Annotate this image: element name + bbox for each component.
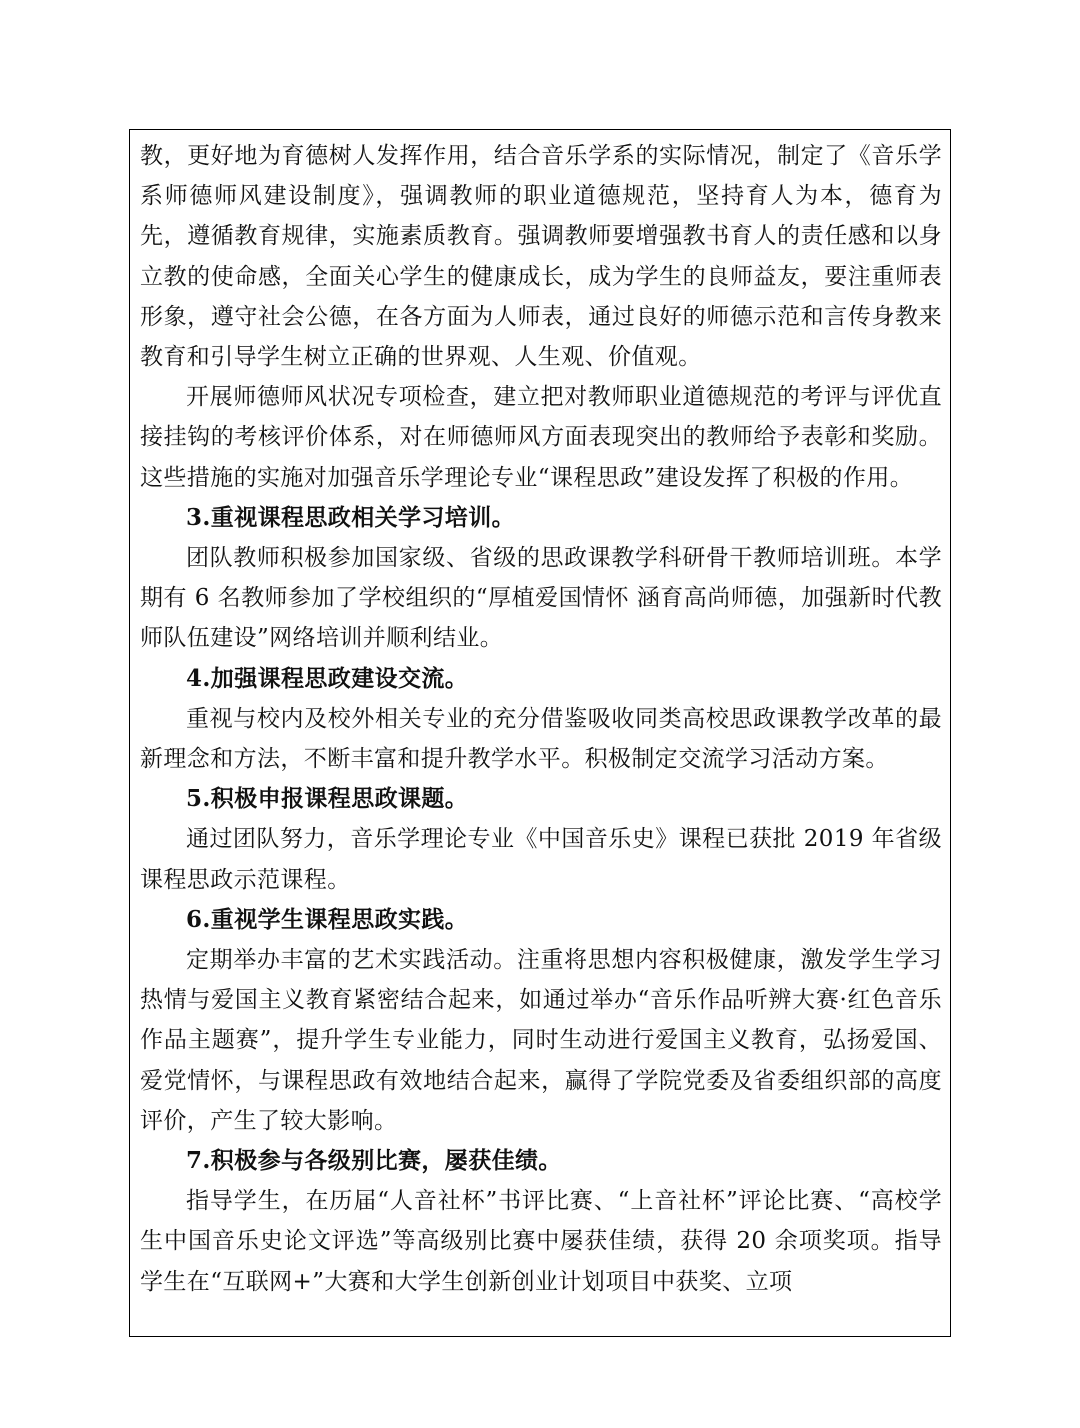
section-heading: 5.积极申报课程思政课题。 xyxy=(186,785,469,813)
body-paragraph: 团队教师积极参加国家级、省级的思政课教学科研骨干教师培训班。本学期有 6 名教师参加了学校组织的“厚植爱国情怀 涵育高尚师德，加强新时代教师队伍建设”网络培训并顺利结业。 xyxy=(140,545,942,652)
section-heading: 6.重视学生课程思政实践。 xyxy=(186,905,469,933)
section-heading: 3.重视课程思政相关学习培训。 xyxy=(186,503,516,531)
body-paragraph: 通过团队努力，音乐学理论专业《中国音乐史》课程已获批 2019 年省级课程思政示范课程。 xyxy=(140,826,942,893)
body-paragraph: 指导学生，在历届“人音社杯”书评比赛、“上音社杯”评论比赛、“高校学生中国音乐史论文评选”等高级别比赛中屡获佳绩，获得 20 余项奖项。指导学生在“互联网+”大赛和大学生创新创业计划项目中获奖、立项 xyxy=(140,1188,942,1295)
body-paragraph: 定期举办丰富的艺术实践活动。注重将思想内容积极健康，激发学生学习热情与爱国主义教育紧密结合起来，如通过举办“音乐作品听辨大赛·红色音乐作品主题赛”，提升学生专业能力，同时生动进行爱国主义教育，弘扬爱国、爱党情怀，与课程思政有效地结合起来，赢得了学院党委及省委组织部的高度评价，产生了较大影响。 xyxy=(140,947,942,1134)
body-paragraph: 重视与校内及校外相关专业的充分借鉴吸收同类高校思政课教学改革的最新理念和方法，不断丰富和提升教学水平。积极制定交流学习活动方案。 xyxy=(140,705,942,773)
body-paragraph: 开展师德师风状况专项检查，建立把对教师职业道德规范的考评与评优直接挂钩的考核评价体系，对在师德师风方面表现突出的教师给予表彰和奖励。这些措施的实施对加强音乐学理论专业“课程思政”建设发挥了积极的作用。 xyxy=(140,384,942,491)
section-heading: 4.加强课程思政建设交流。 xyxy=(186,664,469,692)
body-paragraph: 教，更好地为育德树人发挥作用，结合音乐学系的实际情况，制定了《音乐学系师德师风建设制度》，强调教师的职业道德规范，坚持育人为本，德育为先，遵循教育规律，实施素质教育。强调教师要增强教书育人的责任感和以身立教的使命感，全面关心学生的健康成长，成为学生的良师益友，要注重师表形象，遵守社会公德，在各方面为人师表，通过良好的师德示范和言传身教来教育和引导学生树立正确的世界观、人生观、价值观。 xyxy=(140,143,942,371)
document-table-cell xyxy=(129,129,951,1337)
section-heading: 7.积极参与各级别比赛，屡获佳绩。 xyxy=(186,1147,562,1175)
